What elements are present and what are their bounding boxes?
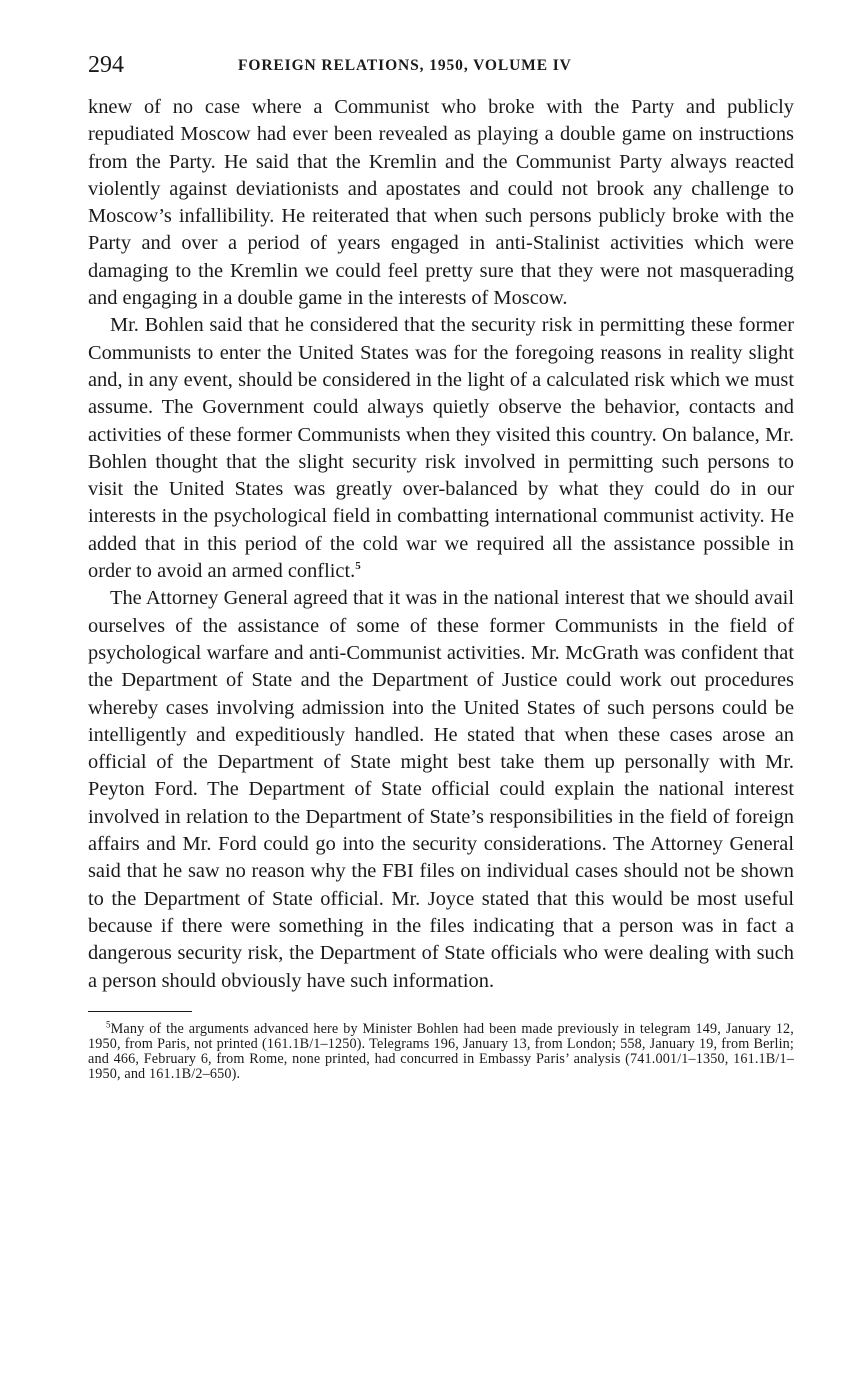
footnote <box>88 1019 794 1083</box>
footnote-text: Many of the arguments advanced here by Minister Bohlen had been made previously in telegram 149, January 12, 1950, from Paris, not printed (161.1B/1–1250). Telegrams 196, January 13, from London; 558, January 19, from Berlin; and 466, February 6, from Rome, none printed, had concurred in Embassy Paris’ analysis (741.001/1–1350, 161.1B/1–1950, and 161.1B/2–650). <box>88 1020 794 1083</box>
paragraph-1-text: knew of no case where a Communist who broke with the Party and publicly repudiated Moscow had ever been revealed as playing a double game on instructions from the Party. He said that the Kremlin and the Communist Party always reacted violently against deviationists and apostates and could not brook any challenge to Moscow’s infallibility. He reiterated that when such persons publicly broke with the Party and over a period of years engaged in anti-Stalinist activities which were damaging to the Kremlin we could feel pretty sure that they were not masquerading and engaging in a double game in the interests of Moscow. <box>88 96 794 310</box>
paragraph-attorney-general <box>88 585 794 994</box>
paragraph-3-text: The Attorney General agreed that it was in the national interest that we should avail ourselves of the assistance of some of these former Communists in the field of psychological warfare and anti-Communist activities. Mr. McGrath was confident that the Department of State and the Department of Justice could work out procedures whereby cases involving admission into the United States of such persons could be intelligently and expeditiously handled. He stated that when these cases arose an official of the Department of State might best take them up personally with Mr. Peyton Ford. The Department of State official could explain the national interest involved in relation to the Department of State’s responsibilities in the field of foreign affairs and Mr. Ford could go into the security considerations. The Attorney General said that he saw no reason why the FBI files on individual cases should not be shown to the Department of State official. Mr. Joyce stated that this would be most useful because if there were something in the files indicating that a person was in fact a dangerous security risk, the Department of State officials who were dealing with such a person should obviously have such information. <box>88 587 794 992</box>
footnote-mark: 5 <box>106 1019 111 1030</box>
paragraph-2-text: Mr. Bohlen said that he considered that the security risk in permitting these former Communists to enter the United States was for the foregoing reasons in reality slight and, in any event, should be considered in the light of a calculated risk which we must assume. The Government could always quietly observe the behavior, contacts and activities of these former Communists when they visited this country. On balance, Mr. Bohlen thought that the slight security risk involved in permitting such persons to visit the United States was greatly over-balanced by what they could do in our interests in the psychological field in combatting international communist activity. He added that in this period of the cold war we required all the assistance possible in order to avoid an armed conflict. <box>88 314 794 583</box>
paragraph-bohlen <box>88 312 794 585</box>
paragraph-continuation <box>88 94 794 312</box>
page-header <box>88 50 794 80</box>
footnote-reference[interactable]: 5 <box>355 560 361 573</box>
footnote-divider <box>88 1011 192 1012</box>
document-page <box>88 50 794 1083</box>
body-text <box>88 94 794 995</box>
page-number: 294 <box>88 52 124 78</box>
running-head: FOREIGN RELATIONS, 1950, VOLUME IV <box>238 57 572 74</box>
